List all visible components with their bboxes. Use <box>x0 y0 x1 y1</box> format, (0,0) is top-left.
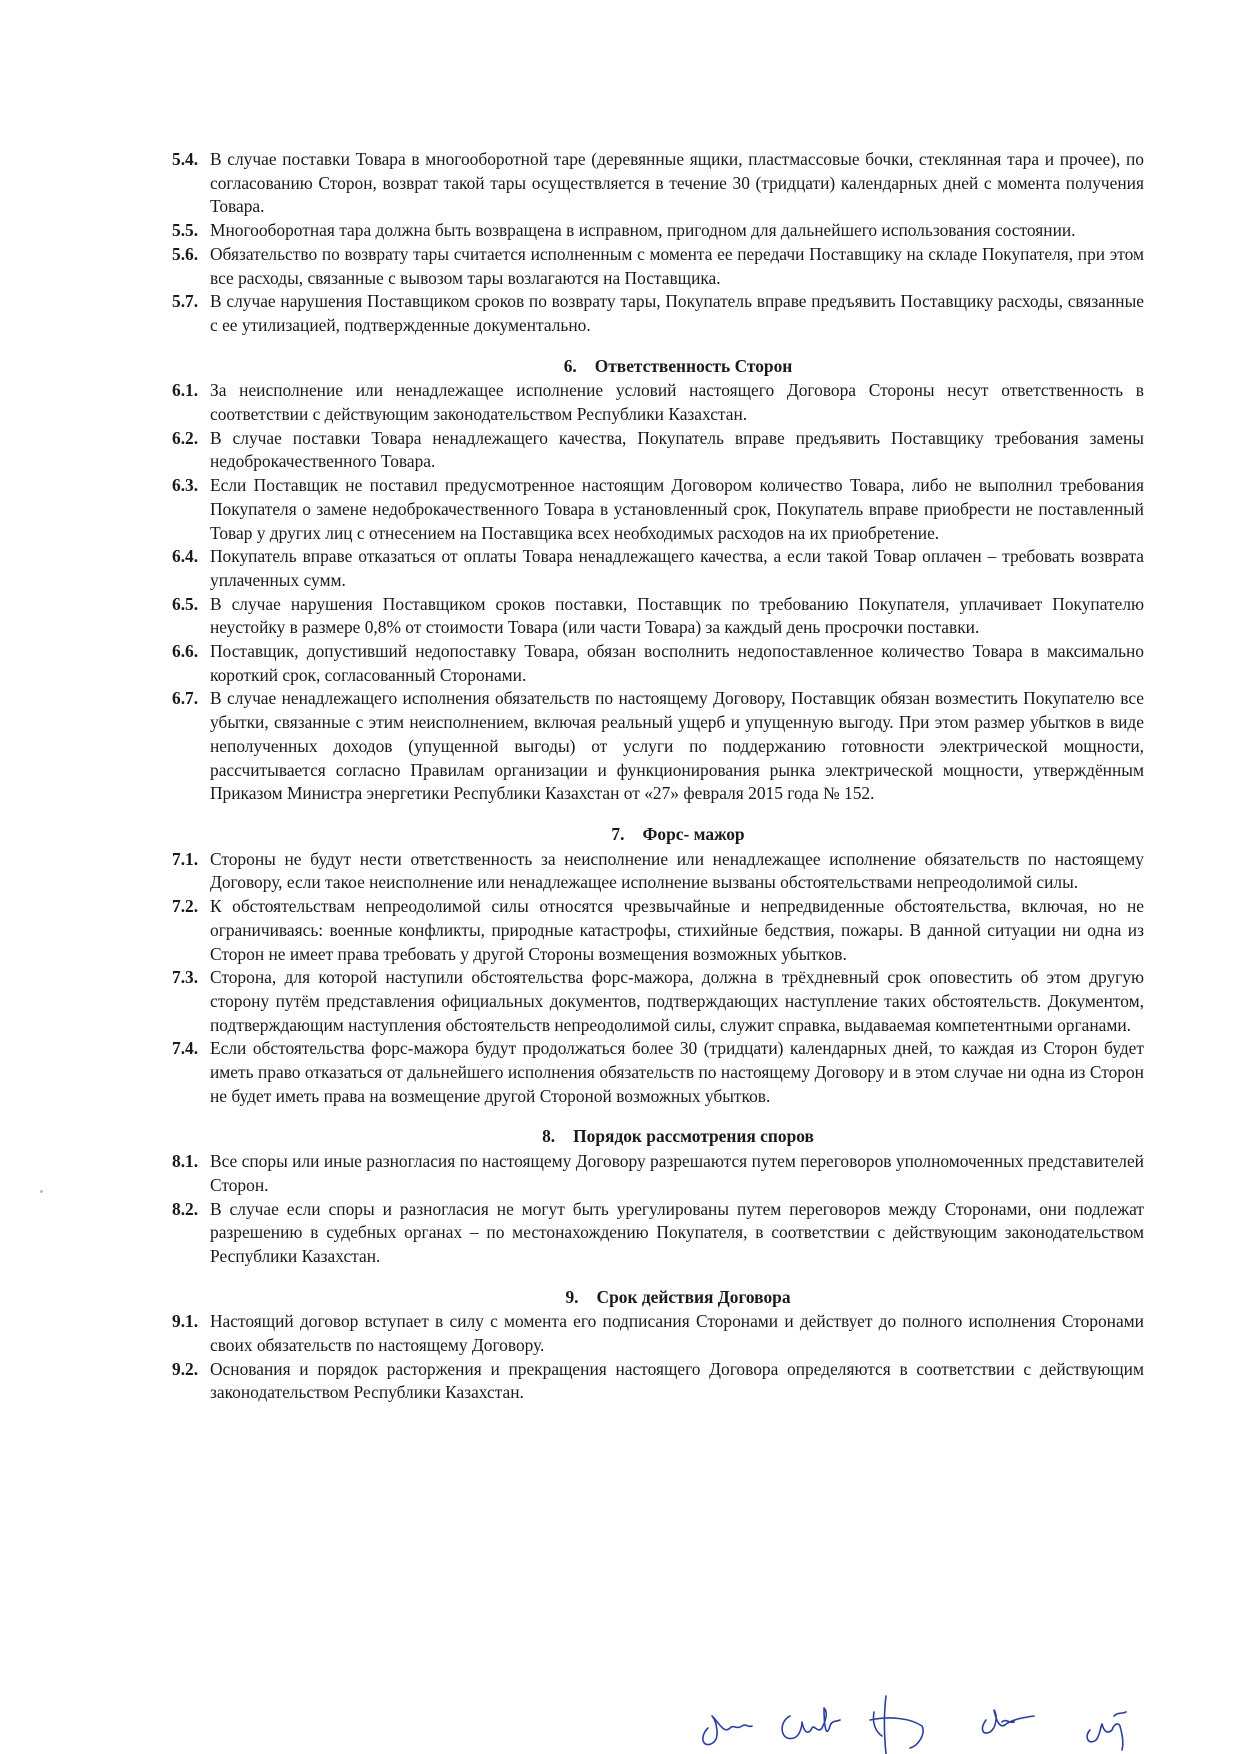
clause <box>172 474 1144 545</box>
clause-number: 9.2. <box>172 1358 199 1379</box>
clause <box>172 148 1144 219</box>
clause-number: 8.1. <box>172 1151 199 1172</box>
clause <box>172 895 1144 966</box>
section-title <box>172 1125 1144 1149</box>
clause-number: 5.6. <box>172 243 199 264</box>
clause <box>172 966 1144 1037</box>
clause-text: Настоящий договор вступает в силу с момента его подписания Сторонами и действует до полного исполнения Сторонами своих обязательств по настоящему Договору. <box>210 1311 1144 1356</box>
signature-3 <box>870 1696 923 1754</box>
signature-2 <box>782 1708 840 1739</box>
section-title-text: Форс- мажор <box>642 823 745 844</box>
clause-number: 6.7. <box>172 688 199 709</box>
document-body <box>172 148 1144 1405</box>
clause <box>172 1037 1144 1108</box>
section-number: 8. <box>542 1126 556 1147</box>
clause-text: Покупатель вправе отказаться от оплаты Товара ненадлежащего качества, а если такой Товар оплачен – требовать возврата уплаченных сумм. <box>210 546 1144 590</box>
clause-number: 7.1. <box>172 848 199 869</box>
clause-text: В случае нарушения Поставщиком сроков поставки, Поставщик по требованию Покупателя, уплачивает Покупателю неустойку в размере 0,8% от стоимости Товара (или части Товара) за каждый день просрочки поставки. <box>210 593 1144 638</box>
section-title-text: Ответственность Сторон <box>594 355 793 376</box>
section-title-text: Порядок рассмотрения споров <box>573 1126 814 1147</box>
clause-number: 5.4. <box>172 149 199 169</box>
clause-text: В случае если споры и разногласия не могут быть урегулированы путем переговоров между Сторонами, они подлежат разрешению в судебных органах – по местонахождению Покупателя, в соответствии с действующим законодательством Республики Казахстан. <box>210 1198 1144 1266</box>
clause <box>172 1358 1144 1405</box>
section-number: 9. <box>565 1286 579 1307</box>
clause-text: Если Поставщик не поставил предусмотренное настоящим Договором количество Товара, либо не выполнил требования Покупателя о замене недоброкачественного Товара в установленный срок, Покупатель вправе приобрести не поставленный Товар у других лиц с отнесением на Поставщика всех необходимых расходов на их приобретение. <box>210 475 1144 543</box>
clause <box>172 1310 1144 1357</box>
section-title-text: Срок действия Договора <box>596 1286 791 1307</box>
clause <box>172 219 1144 243</box>
clause <box>172 593 1144 640</box>
clause-text: Все споры или иные разногласия по настоящему Договору разрешаются путем переговоров уполномоченных представителей Сторон. <box>210 1151 1144 1195</box>
clause-text: Основания и порядок расторжения и прекращения настоящего Договора определяются в соответствии с действующим законодательством Республики Казахстан. <box>210 1358 1144 1403</box>
signature-5 <box>1087 1712 1126 1750</box>
clause-number: 9.1. <box>172 1311 199 1332</box>
clause-text: Многооборотная тара должна быть возвращена в исправном, пригодном для дальнейшего использования состоянии. <box>210 220 1076 241</box>
signature-1 <box>703 1716 752 1745</box>
clause <box>172 640 1144 687</box>
clause-number: 7.2. <box>172 896 199 917</box>
scan-speck <box>40 1190 43 1193</box>
clause-number: 8.2. <box>172 1198 199 1219</box>
clause <box>172 1150 1144 1197</box>
clause-number: 5.7. <box>172 291 199 312</box>
clause-text: В случае ненадлежащего исполнения обязательств по настоящему Договору, Поставщик обязан возместить Покупателю все убытки, связанные с этим неисполнением, включая реальный ущерб и упущенную выгоду. При этом размер убытков в виде неполученных доходов (упущенной выгоды) от услуги по поддержанию готовности электрической мощности, рассчитывается согласно Правилам организации и функционирования рынка электрической мощности, утверждённым Приказом Министра энергетики Республики Казахстан от «27» февраля 2015 года № 152. <box>210 688 1144 804</box>
clause-number: 5.5. <box>172 220 199 241</box>
clause-text: Стороны не будут нести ответственность за неисполнение или ненадлежащее исполнение обязательств по настоящему Договору, если такое неисполнение или ненадлежащее исполнение вызваны обстоятельствами непреодолимой силы. <box>210 848 1144 893</box>
clause-text: Обязательство по возврату тары считается исполненным с момента ее передачи Поставщику на складе Покупателя, при этом все расходы, связанные с вывозом тары возлагаются на Поставщика. <box>210 243 1144 288</box>
clause-text: В случае поставки Товара ненадлежащего качества, Покупатель вправе предъявить Поставщику требования замены недоброкачественного Товара. <box>210 427 1144 472</box>
clause-number: 6.3. <box>172 475 199 496</box>
clause-number: 7.3. <box>172 967 199 988</box>
clause <box>172 848 1144 895</box>
section-number: 6. <box>563 355 577 376</box>
clause-number: 7.4. <box>172 1038 199 1059</box>
clause-text: В случае нарушения Поставщиком сроков по возврату тары, Покупатель вправе предъявить Поставщику расходы, связанные с ее утилизацией, подтвержденные документально. <box>210 291 1144 335</box>
clause-number: 6.2. <box>172 427 199 448</box>
clause <box>172 290 1144 337</box>
clause-text: К обстоятельствам непреодолимой силы относятся чрезвычайные и непредвиденные обстоятельства, включая, но не ограничиваясь: военные конфликты, природные катастрофы, стихийные бедствия, пожары. В данной ситуации ни одна из Сторон не имеет права требовать у другой Стороны возмещения возможных убытков. <box>210 896 1144 964</box>
clause-number: 6.5. <box>172 593 199 614</box>
clause-number: 6.1. <box>172 380 199 401</box>
clause <box>172 687 1144 806</box>
clause-text: В случае поставки Товара в многооборотной таре (деревянные ящики, пластмассовые бочки, стеклянная тара и прочее), по согласованию Сторон, возврат такой тары осуществляется в течение 30 (тридцати) календарных дней с момента получения Товара. <box>210 149 1144 217</box>
section-title <box>172 823 1144 847</box>
signature-4 <box>983 1710 1034 1733</box>
clause-number: 6.4. <box>172 546 199 567</box>
clause-text: За неисполнение или ненадлежащее исполнение условий настоящего Договора Стороны несут ответственность в соответствии с действующим законодательством Республики Казахстан. <box>210 380 1144 425</box>
clause <box>172 1198 1144 1269</box>
clause <box>172 545 1144 592</box>
clause-text: Если обстоятельства форс-мажора будут продолжаться более 30 (тридцати) календарных дней, то каждая из Сторон будет иметь право отказаться от дальнейшего исполнения обязательств по настоящему Договору и в этом случае ни одна из Сторон не будет иметь права на возмещение другой Стороной возможных убытков. <box>210 1038 1144 1106</box>
clause <box>172 427 1144 474</box>
section-title <box>172 1286 1144 1310</box>
section-title <box>172 355 1144 379</box>
clause-number: 6.6. <box>172 641 199 662</box>
clause-text: Поставщик, допустивший недопоставку Товара, обязан восполнить недопоставленное количество Товара в максимально короткий срок, согласованный Сторонами. <box>210 641 1144 685</box>
section-number: 7. <box>611 823 625 844</box>
clause-text: Сторона, для которой наступили обстоятельства форс-мажора, должна в трёхдневный срок оповестить об этом другую сторону путём представления официальных документов, подтверждающих наступление таких обстоятельств. Документом, подтверждающим наступления обстоятельств непреодолимой силы, служит справка, выдаваемая компетентными органами. <box>210 967 1144 1035</box>
signatures-block <box>690 1676 1170 1754</box>
clause <box>172 379 1144 426</box>
clause <box>172 243 1144 290</box>
